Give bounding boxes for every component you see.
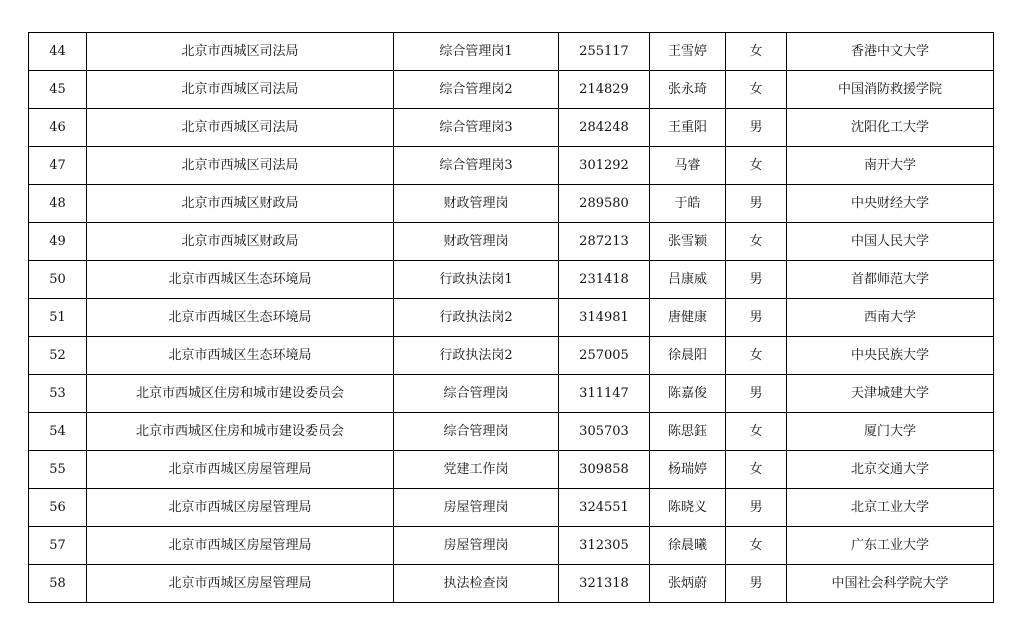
cell-unit: 北京市西城区房屋管理局: [87, 489, 394, 527]
table-row: [29, 185, 994, 223]
cell-seq: 53: [29, 375, 87, 413]
cell-position: 房屋管理岗: [394, 527, 559, 565]
cell-position: 综合管理岗1: [394, 33, 559, 71]
cell-school: 广东工业大学: [787, 527, 994, 565]
cell-exam-id: 231418: [559, 261, 650, 299]
cell-exam-id: 214829: [559, 71, 650, 109]
cell-gender: 女: [726, 223, 787, 261]
cell-exam-id: 314981: [559, 299, 650, 337]
cell-name: 王重阳: [650, 109, 726, 147]
table-row: [29, 147, 994, 185]
cell-unit: 北京市西城区财政局: [87, 185, 394, 223]
cell-unit: 北京市西城区财政局: [87, 223, 394, 261]
cell-exam-id: 287213: [559, 223, 650, 261]
cell-school: 南开大学: [787, 147, 994, 185]
table-row: [29, 565, 994, 603]
table-row: [29, 337, 994, 375]
table-row: [29, 527, 994, 565]
cell-unit: 北京市西城区生态环境局: [87, 337, 394, 375]
cell-unit: 北京市西城区司法局: [87, 147, 394, 185]
cell-name: 陈晓义: [650, 489, 726, 527]
cell-position: 执法检查岗: [394, 565, 559, 603]
cell-school: 厦门大学: [787, 413, 994, 451]
table-row: [29, 109, 994, 147]
cell-school: 天津城建大学: [787, 375, 994, 413]
cell-unit: 北京市西城区生态环境局: [87, 261, 394, 299]
cell-exam-id: 309858: [559, 451, 650, 489]
cell-unit: 北京市西城区房屋管理局: [87, 527, 394, 565]
cell-name: 陈思鈺: [650, 413, 726, 451]
cell-unit: 北京市西城区生态环境局: [87, 299, 394, 337]
cell-unit: 北京市西城区司法局: [87, 109, 394, 147]
cell-school: 中国人民大学: [787, 223, 994, 261]
results-table-container: [28, 32, 994, 603]
cell-position: 财政管理岗: [394, 185, 559, 223]
cell-gender: 女: [726, 413, 787, 451]
cell-gender: 女: [726, 337, 787, 375]
cell-position: 行政执法岗2: [394, 299, 559, 337]
cell-position: 党建工作岗: [394, 451, 559, 489]
cell-seq: 50: [29, 261, 87, 299]
cell-seq: 57: [29, 527, 87, 565]
cell-unit: 北京市西城区房屋管理局: [87, 451, 394, 489]
cell-position: 行政执法岗1: [394, 261, 559, 299]
cell-name: 唐健康: [650, 299, 726, 337]
cell-name: 张炳蔚: [650, 565, 726, 603]
cell-seq: 46: [29, 109, 87, 147]
table-row: [29, 375, 994, 413]
cell-school: 北京交通大学: [787, 451, 994, 489]
cell-school: 香港中文大学: [787, 33, 994, 71]
cell-name: 王雪婷: [650, 33, 726, 71]
cell-exam-id: 284248: [559, 109, 650, 147]
cell-seq: 56: [29, 489, 87, 527]
table-row: [29, 299, 994, 337]
cell-exam-id: 321318: [559, 565, 650, 603]
cell-position: 综合管理岗3: [394, 109, 559, 147]
cell-seq: 54: [29, 413, 87, 451]
cell-gender: 男: [726, 489, 787, 527]
cell-exam-id: 301292: [559, 147, 650, 185]
cell-exam-id: 311147: [559, 375, 650, 413]
cell-name: 杨瑞婷: [650, 451, 726, 489]
cell-position: 综合管理岗3: [394, 147, 559, 185]
table-row: [29, 33, 994, 71]
cell-name: 于皓: [650, 185, 726, 223]
cell-exam-id: 305703: [559, 413, 650, 451]
cell-gender: 女: [726, 147, 787, 185]
cell-position: 财政管理岗: [394, 223, 559, 261]
cell-name: 徐晨阳: [650, 337, 726, 375]
cell-school: 西南大学: [787, 299, 994, 337]
results-table: [28, 32, 994, 603]
cell-name: 张雪颖: [650, 223, 726, 261]
cell-gender: 男: [726, 109, 787, 147]
table-row: [29, 451, 994, 489]
table-body: [29, 33, 994, 603]
cell-school: 北京工业大学: [787, 489, 994, 527]
cell-position: 综合管理岗2: [394, 71, 559, 109]
cell-school: 中央财经大学: [787, 185, 994, 223]
cell-name: 徐晨曦: [650, 527, 726, 565]
cell-exam-id: 257005: [559, 337, 650, 375]
cell-gender: 男: [726, 185, 787, 223]
cell-school: 中国社会科学院大学: [787, 565, 994, 603]
cell-school: 沈阳化工大学: [787, 109, 994, 147]
cell-position: 行政执法岗2: [394, 337, 559, 375]
cell-name: 陈嘉俊: [650, 375, 726, 413]
cell-position: 房屋管理岗: [394, 489, 559, 527]
cell-unit: 北京市西城区住房和城市建设委员会: [87, 375, 394, 413]
cell-name: 张永琦: [650, 71, 726, 109]
table-row: [29, 223, 994, 261]
cell-gender: 男: [726, 261, 787, 299]
cell-exam-id: 324551: [559, 489, 650, 527]
cell-name: 吕康威: [650, 261, 726, 299]
cell-gender: 男: [726, 375, 787, 413]
cell-seq: 51: [29, 299, 87, 337]
cell-gender: 女: [726, 71, 787, 109]
cell-unit: 北京市西城区司法局: [87, 33, 394, 71]
cell-name: 马睿: [650, 147, 726, 185]
table-row: [29, 71, 994, 109]
cell-seq: 52: [29, 337, 87, 375]
cell-exam-id: 312305: [559, 527, 650, 565]
cell-position: 综合管理岗: [394, 375, 559, 413]
cell-seq: 55: [29, 451, 87, 489]
cell-seq: 44: [29, 33, 87, 71]
cell-gender: 男: [726, 299, 787, 337]
cell-seq: 45: [29, 71, 87, 109]
cell-gender: 女: [726, 33, 787, 71]
cell-school: 中国消防救援学院: [787, 71, 994, 109]
cell-gender: 男: [726, 565, 787, 603]
cell-position: 综合管理岗: [394, 413, 559, 451]
cell-school: 首都师范大学: [787, 261, 994, 299]
cell-unit: 北京市西城区司法局: [87, 71, 394, 109]
cell-seq: 48: [29, 185, 87, 223]
cell-unit: 北京市西城区住房和城市建设委员会: [87, 413, 394, 451]
cell-exam-id: 289580: [559, 185, 650, 223]
table-row: [29, 413, 994, 451]
cell-gender: 女: [726, 527, 787, 565]
cell-exam-id: 255117: [559, 33, 650, 71]
cell-seq: 47: [29, 147, 87, 185]
cell-unit: 北京市西城区房屋管理局: [87, 565, 394, 603]
cell-seq: 49: [29, 223, 87, 261]
cell-gender: 女: [726, 451, 787, 489]
table-row: [29, 489, 994, 527]
cell-seq: 58: [29, 565, 87, 603]
cell-school: 中央民族大学: [787, 337, 994, 375]
table-row: [29, 261, 994, 299]
